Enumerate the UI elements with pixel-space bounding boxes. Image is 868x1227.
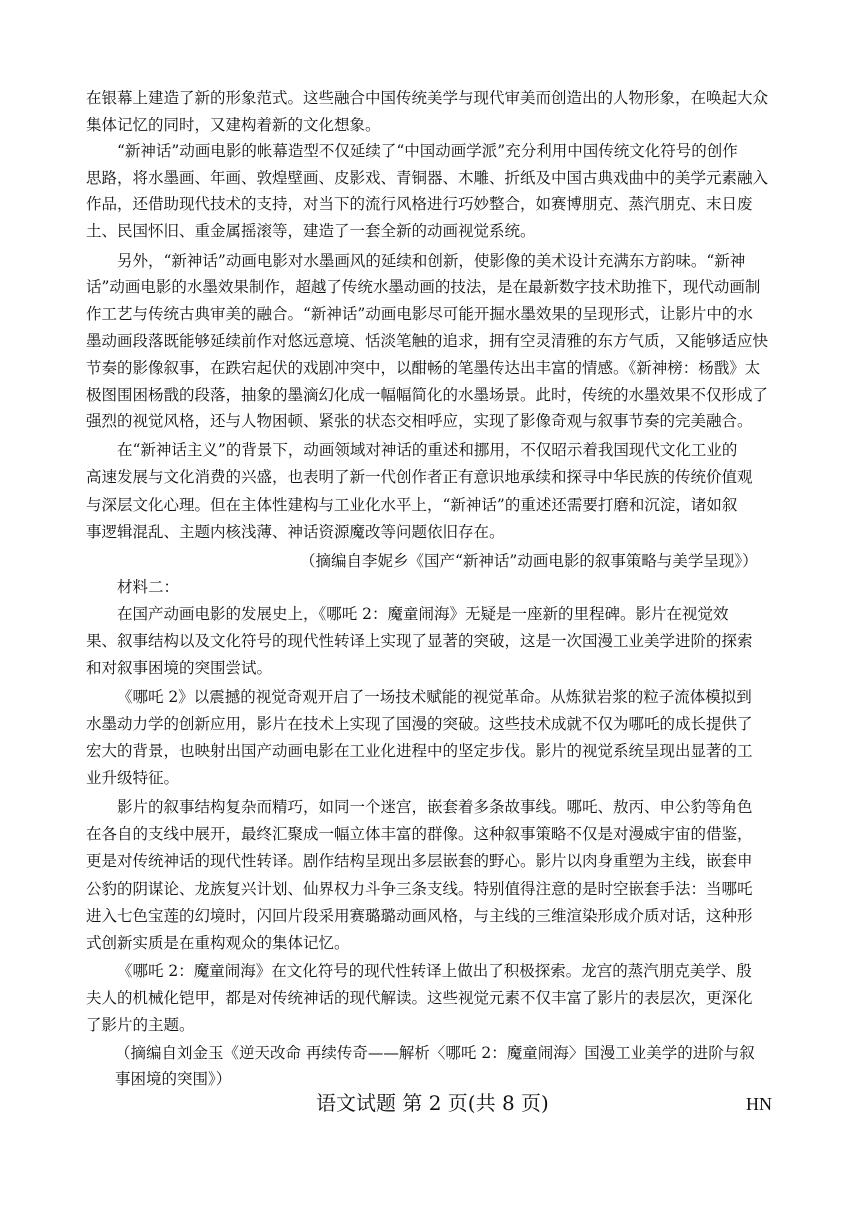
text-line: 作品，还借助现代技术的支持，对当下的流行风格进行巧妙整合，如赛博朋克、蒸汽朋克、末日废	[86, 195, 753, 213]
text-line: 更是对传统神话的现代性转译。剧作结构呈现出多层嵌套的野心。影片以肉身重塑为主线，嵌套申	[86, 852, 753, 870]
text-line: 影片的叙事结构复杂而精巧，如同一个迷宫，嵌套着多条故事线。哪吒、敖丙、申公豹等角色	[117, 798, 753, 816]
page-footer-title: 语文试题 第 2 页(共 8 页)	[316, 1091, 549, 1115]
text-line: 进入七色宝莲的幻境时，闪回片段采用赛璐璐动画风格，与主线的三维渲染形成介质对话，这种形	[86, 907, 753, 925]
text-line: 水墨动力学的创新应用，影片在技术上实现了国漫的突破。这些技术成就不仅为哪吒的成长提供了	[86, 715, 753, 733]
text-line: 公豹的阴谋论、龙族复兴计划、仙界权力斗争三条支线。特别值得注意的是时空嵌套手法：当哪吒	[86, 880, 753, 898]
text-line: 业升级特征。	[86, 769, 180, 787]
text-line: 在“新神话主义”的背景下，动画领域对神话的重述和挪用，不仅昭示着我国现代文化工业的	[117, 441, 738, 459]
text-line: 集体记忆的同时，又建构着新的文化想象。	[86, 116, 381, 134]
text-line: “新神话”动画电影的帐幕造型不仅延续了“中国动画学派”充分利用中国传统文化符号的创作	[117, 142, 738, 160]
text-line: 极图围困杨戬的段落，抽象的墨滴幻化成一幅幅简化的水墨场景。此时，传统的水墨效果不仅形成了	[86, 386, 769, 404]
text-line: 和对叙事困境的突围尝试。	[86, 659, 273, 677]
text-line: 了影片的主题。	[86, 1016, 195, 1034]
text-line: 宏大的背景，也映射出国产动画电影在工业化进程中的坚定步伐。影片的视觉系统呈现出显著的工	[86, 742, 753, 760]
section-label: 材料二：	[117, 578, 180, 596]
source-citation: 事困境的突围》）	[115, 1070, 232, 1088]
text-line: 《哪吒 2》以震撼的视觉奇观开启了一场技术赋能的视觉革命。从炼狱岩浆的粒子流体模拟到	[117, 688, 752, 706]
text-line: 思路，将水墨画、年画、敦煌壁画、皮影戏、青铜器、木雕、折纸及中国古典戏曲中的美学元素融入	[86, 169, 769, 187]
source-citation: （摘编自刘金玉《逆天改命 再续传奇——解析〈哪吒 2：魔童闹海〉国漫工业美学的进阶与叙	[115, 1044, 755, 1062]
text-line: 夫人的机械化铠甲，都是对传统神话的现代解读。这些视觉元素不仅丰富了影片的表层次，更深化	[86, 989, 753, 1007]
text-line: 话”动画电影的水墨效果制作，超越了传统水墨动画的技法，是在最新数字技术助推下，现代动画制	[86, 278, 761, 296]
page-footer-code: HN	[746, 1094, 772, 1114]
text-line: 高速发展与文化消费的兴盛，也表明了新一代创作者正有意识地承续和探寻中华民族的传统价值观	[86, 468, 753, 486]
text-line: 另外，“新神话”动画电影对水墨画风的延续和创新，使影像的美术设计充满东方韵味。“新神	[117, 252, 746, 270]
text-line: 墨动画段落既能够延续前作对悠远意境、恬淡笔触的追求，拥有空灵清雅的东方气质，又能够适应快	[86, 332, 769, 350]
text-line: 事逻辑混乱、主题内核浅薄、神话资源魔改等问题依旧存在。	[86, 523, 505, 541]
text-line: 节奏的影像叙事，在跌宕起伏的戏剧冲突中，以酣畅的笔墨传达出丰富的情感。《新神榜：杨戬》太	[86, 359, 761, 377]
source-citation: （摘编自李妮乡《国产“新神话”动画电影的叙事策略与美学呈现》）	[300, 552, 758, 570]
text-line: 在国产动画电影的发展史上，《哪吒 2：魔童闹海》无疑是一座新的里程碑。影片在视觉效	[117, 605, 729, 623]
text-line: 强烈的视觉风格，还与人物困顿、紧张的状态交相呼应，实现了影像奇观与叙事节奏的完美融合。	[86, 412, 753, 430]
text-line: 土、民国怀旧、重金属摇滚等，建造了一套全新的动画视觉系统。	[86, 222, 536, 240]
text-line: 果、叙事结构以及文化符号的现代性转译上实现了显著的突破，这是一次国漫工业美学进阶的探索	[86, 632, 753, 650]
text-line: 式创新实质是在重构观众的集体记忆。	[86, 934, 350, 952]
text-line: 作工艺与传统古典审美的融合。“新神话”动画电影尽可能开掘水墨效果的呈现形式，让影片中的水	[86, 305, 753, 323]
text-line: 在各自的支线中展开，最终汇聚成一幅立体丰富的群像。这种叙事策略不仅是对漫威宇宙的借鉴，	[86, 825, 753, 843]
text-line: 《哪吒 2：魔童闹海》在文化符号的现代性转译上做出了积极探索。龙宫的蒸汽朋克美学、殷	[117, 962, 752, 980]
text-line: 在银幕上建造了新的形象范式。这些融合中国传统美学与现代审美而创造出的人物形象，在唤起大众	[86, 89, 769, 107]
text-line: 与深层文化心理。但在主体性建构与工业化水平上，“新神话”的重述还需要打磨和沉淀，诸如叙	[86, 496, 738, 514]
